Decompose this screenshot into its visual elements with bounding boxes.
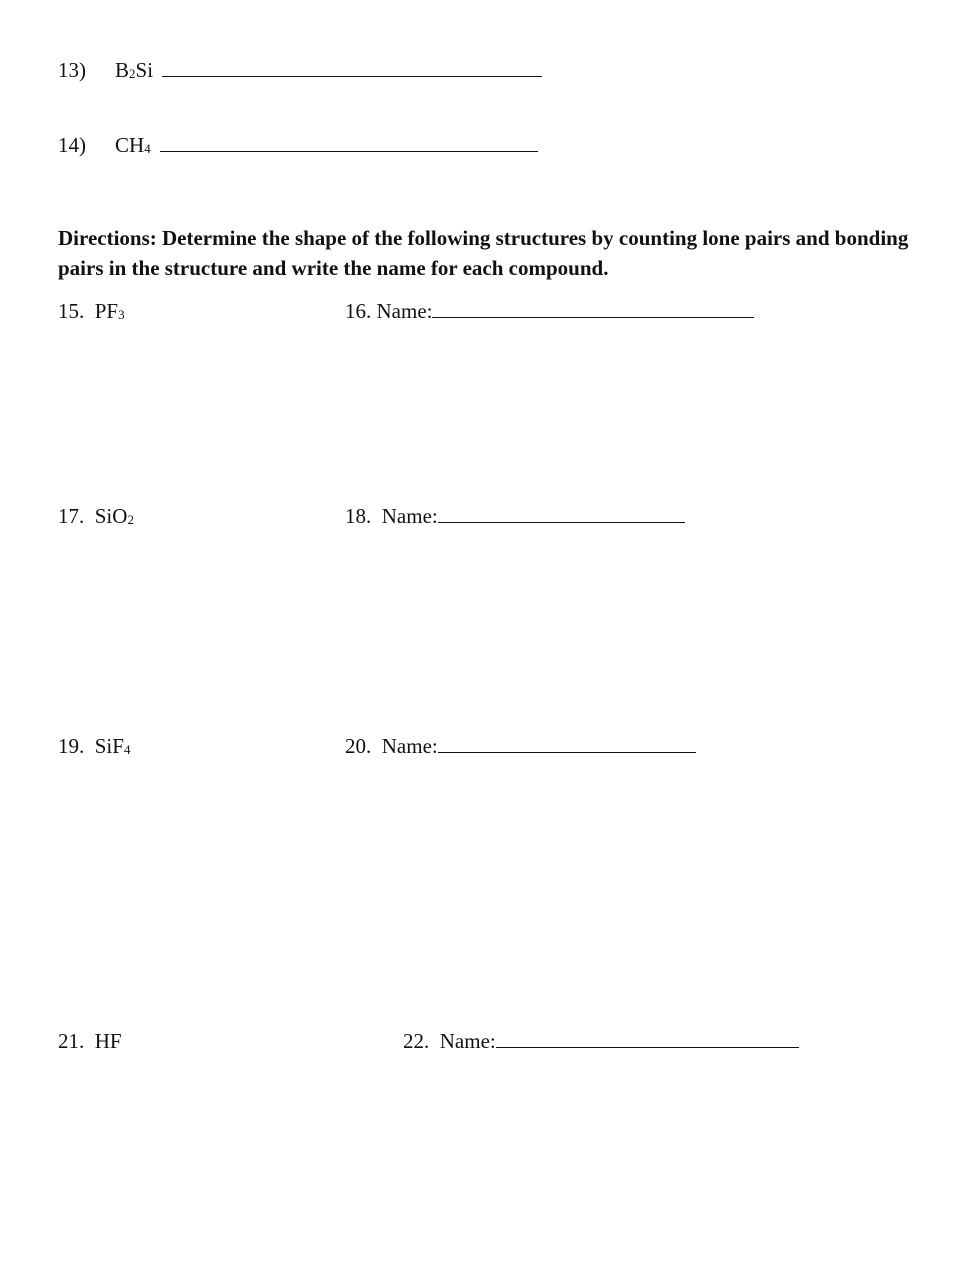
name-number: 16.: [345, 299, 372, 323]
name-label: Name:: [381, 504, 438, 528]
answer-blank[interactable]: [160, 133, 538, 152]
item-number: 13): [58, 58, 86, 82]
question-number: 17.: [58, 504, 85, 528]
formula: SiF4: [94, 734, 131, 758]
item-13: [58, 58, 542, 86]
name-blank[interactable]: [496, 1029, 799, 1048]
formula: SiO2: [94, 504, 134, 528]
question-19: [58, 734, 130, 762]
name-blank[interactable]: [438, 504, 685, 523]
name-blank[interactable]: [432, 299, 754, 318]
formula: CH4: [115, 133, 151, 157]
question-20: [345, 734, 696, 758]
question-17: [58, 504, 134, 532]
question-22: [403, 1029, 799, 1053]
answer-blank[interactable]: [162, 58, 542, 77]
name-label: Name:: [376, 299, 433, 323]
question-21: [58, 1029, 122, 1057]
name-blank[interactable]: [438, 734, 696, 753]
question-number: 15.: [58, 299, 85, 323]
question-15: [58, 299, 125, 327]
name-number: 18.: [345, 504, 372, 528]
item-number: 14): [58, 133, 86, 157]
name-number: 22.: [403, 1029, 430, 1053]
question-number: 21.: [58, 1029, 85, 1053]
name-label: Name:: [381, 734, 438, 758]
question-16: [345, 299, 754, 323]
question-number: 19.: [58, 734, 85, 758]
name-label: Name:: [439, 1029, 496, 1053]
directions-text: Directions: Determine the shape of the following structures by counting lone pairs and bonding pairs in the structure and write the name for each compound.: [58, 226, 909, 280]
question-18: [345, 504, 685, 528]
item-14: [58, 133, 538, 161]
name-number: 20.: [345, 734, 372, 758]
formula: PF3: [94, 299, 125, 323]
formula: B2Si: [115, 58, 154, 82]
formula: HF: [94, 1029, 122, 1053]
